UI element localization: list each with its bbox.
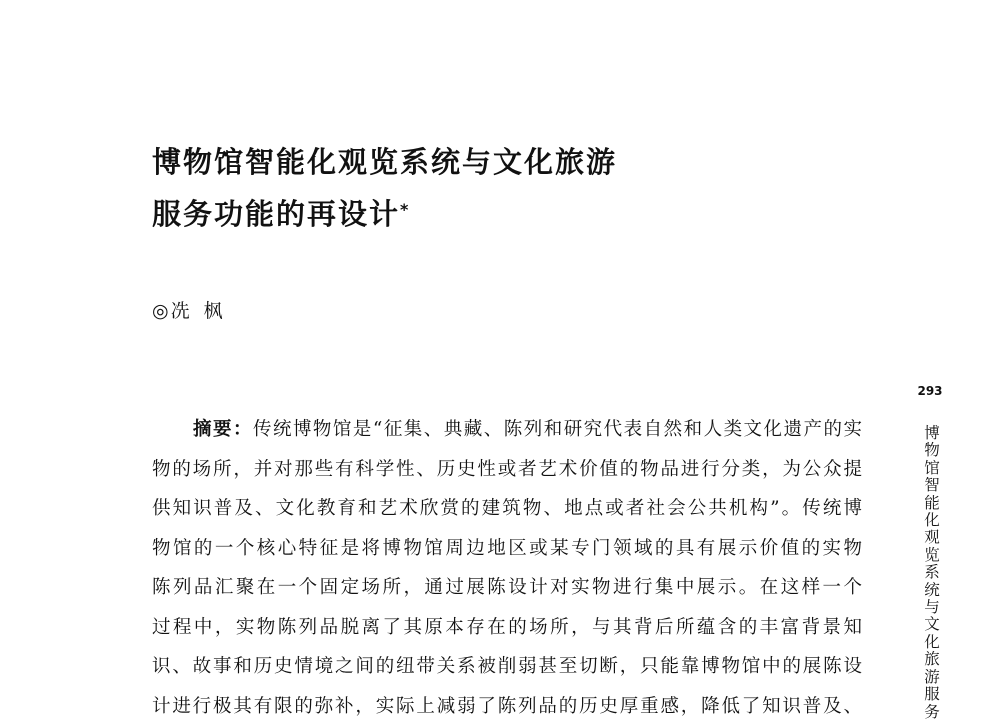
article-title-line-1 [152, 144, 617, 180]
abstract-line-2: 物的场所，并对那些有科学性、历史性或者艺术价值的物品进行分类，为公众提 [152, 450, 862, 490]
abstract-line-6: 过程中，实物陈列品脱离了其原本存在的场所，与其背后所蕴含的丰富背景知 [152, 608, 862, 648]
abstract-line-4: 物馆的一个核心特征是将博物馆周边地区或某专门领域的具有展示价值的实物 [152, 529, 862, 569]
page-number: 293 [916, 384, 944, 398]
author-name: 冼枫 [171, 300, 237, 322]
running-head: 博物馆智能化观览系统与文化旅游服务 [922, 425, 942, 721]
abstract-line-7: 识、故事和历史情境之间的纽带关系被削弱甚至切断，只能靠博物馆中的展陈设 [152, 647, 862, 687]
title-text-line-1: 博物馆智能化观览系统与文化旅游 [152, 145, 617, 179]
article-title-line-2 [152, 196, 408, 232]
abstract-line-3: 供知识普及、文化教育和艺术欣赏的建筑物、地点或者社会公共机构”。传统博 [152, 489, 862, 529]
author-byline [152, 298, 237, 324]
abstract [152, 410, 862, 726]
abstract-label: 摘要： [193, 419, 253, 440]
title-text-line-2: 服务功能的再设计 [152, 197, 400, 231]
title-footnote-mark: * [400, 200, 408, 219]
abstract-line-5: 陈列品汇聚在一个固定场所，通过展陈设计对实物进行集中展示。在这样一个 [152, 568, 862, 608]
abstract-line-1 [152, 410, 862, 450]
abstract-line-8: 计进行极其有限的弥补，实际上减弱了陈列品的历史厚重感，降低了知识普及、 [152, 687, 862, 726]
abstract-line-1-text: 传统博物馆是“征集、典藏、陈列和研究代表自然和人类文化遗产的实 [253, 419, 862, 440]
author-mark: ◎ [152, 300, 169, 322]
